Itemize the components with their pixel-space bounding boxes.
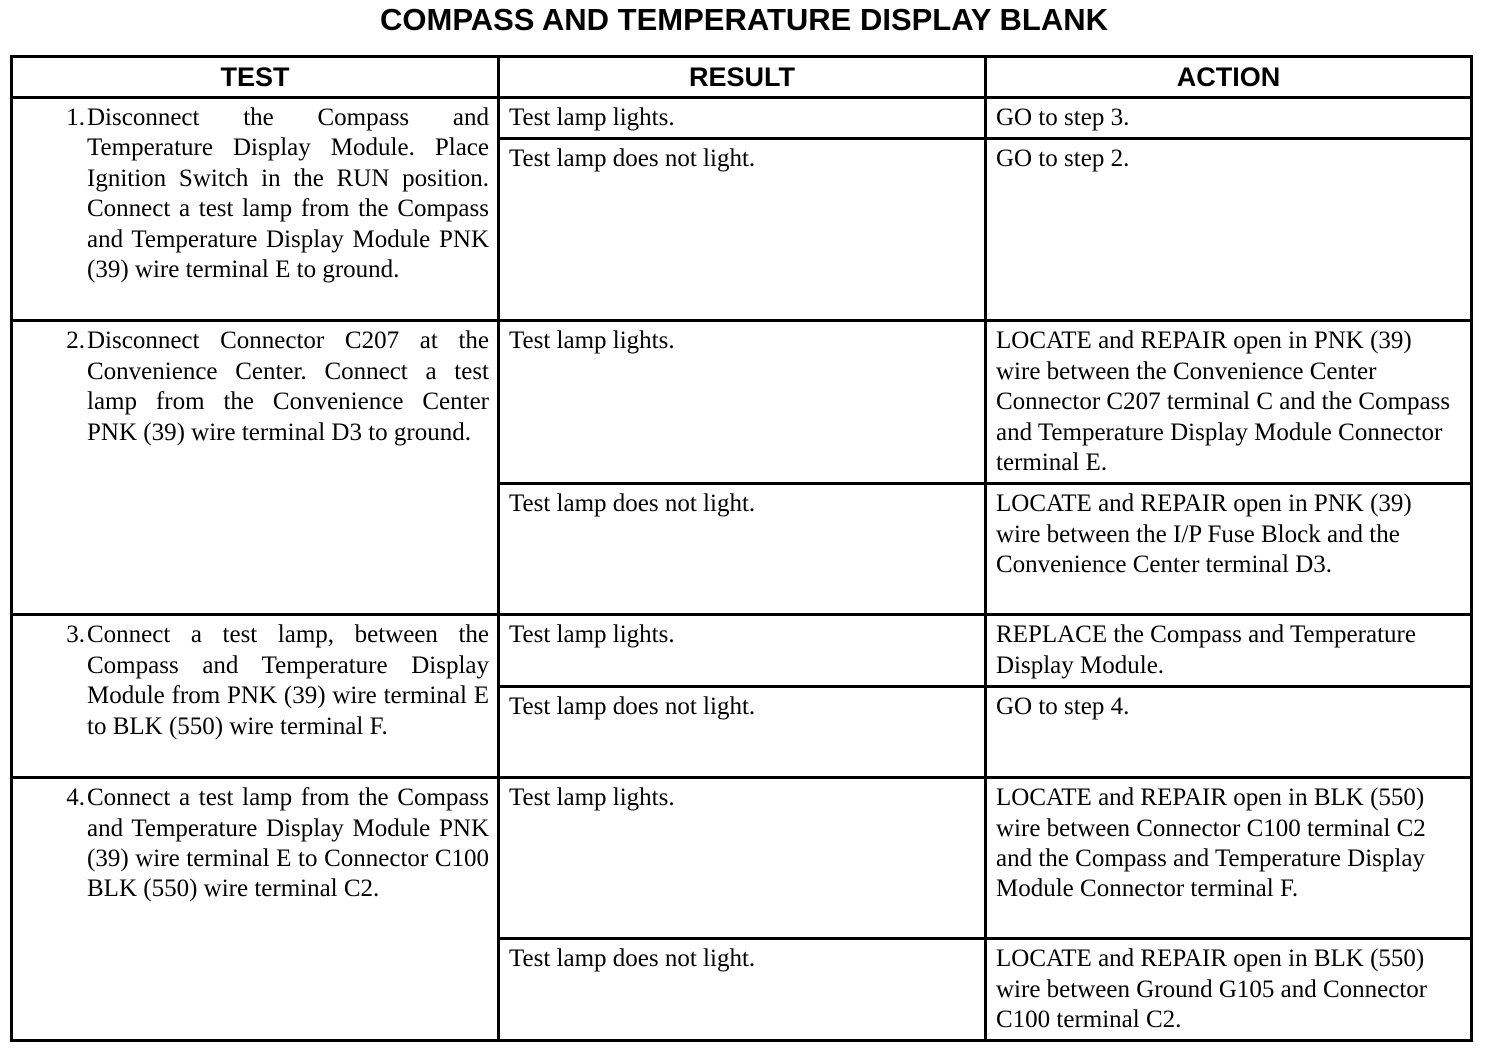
result-cell: Test lamp lights. [499,321,986,484]
table-row [12,98,1472,139]
step-test-text: Connect a test lamp, between the Compass and Temperature Display Module from PNK (39) wire terminal E to BLK (550) wire terminal F. [87,621,489,740]
step-number: 2. [66,327,85,355]
action-cell: LOCATE and REPAIR open in BLK (550) wire between Ground G105 and Connector C100 terminal C2. [986,939,1472,1041]
diagnostic-table [10,55,1473,1042]
step-3-test-cell [12,615,499,778]
header-result: RESULT [499,57,986,98]
header-test: TEST [12,57,499,98]
result-cell: Test lamp lights. [499,615,986,687]
step-number: 4. [66,784,85,812]
action-cell: GO to step 2. [986,139,1472,321]
action-cell: REPLACE the Compass and Temperature Display Module. [986,615,1472,687]
step-test-text: Disconnect the Compass and Temperature Display Module. Place Ignition Switch in the RUN position. Connect a test lamp from the Compass and Temperature Display Module PNK (39) wire terminal E to ground. [87,104,489,284]
step-number: 1. [66,104,85,131]
result-cell: Test lamp does not light. [499,939,986,1041]
action-cell: GO to step 3. [986,98,1472,139]
header-row [12,57,1472,98]
step-4-test-cell [12,778,499,1041]
header-action: ACTION [986,57,1472,98]
action-cell: LOCATE and REPAIR open in PNK (39) wire between the I/P Fuse Block and the Convenience Center terminal D3. [986,484,1472,615]
step-number: 3. [66,621,85,649]
table-row [12,778,1472,939]
result-cell: Test lamp does not light. [499,139,986,321]
step-1-test-cell [12,98,499,321]
result-cell: Test lamp does not light. [499,484,986,615]
step-test-text: Disconnect Connector C207 at the Convenience Center. Connect a test lamp from the Convenience Center PNK (39) wire terminal D3 to ground. [87,327,489,446]
action-cell: LOCATE and REPAIR open in BLK (550) wire between Connector C100 terminal C2 and the Compass and Temperature Display Module Connector terminal F. [986,778,1472,939]
table-row [12,615,1472,687]
result-cell: Test lamp does not light. [499,687,986,778]
step-test-text: Connect a test lamp from the Compass and Temperature Display Module PNK (39) wire terminal E to Connector C100 BLK (550) wire terminal C2. [87,784,489,903]
result-cell: Test lamp lights. [499,98,986,139]
step-2-test-cell [12,321,499,615]
result-cell: Test lamp lights. [499,778,986,939]
page-title: COMPASS AND TEMPERATURE DISPLAY BLANK [380,2,1108,37]
action-cell: GO to step 4. [986,687,1472,778]
table-row [12,321,1472,484]
action-cell: LOCATE and REPAIR open in PNK (39) wire between the Convenience Center Connector C207 terminal C and the Compass and Temperature Display Module Connector terminal E. [986,321,1472,484]
